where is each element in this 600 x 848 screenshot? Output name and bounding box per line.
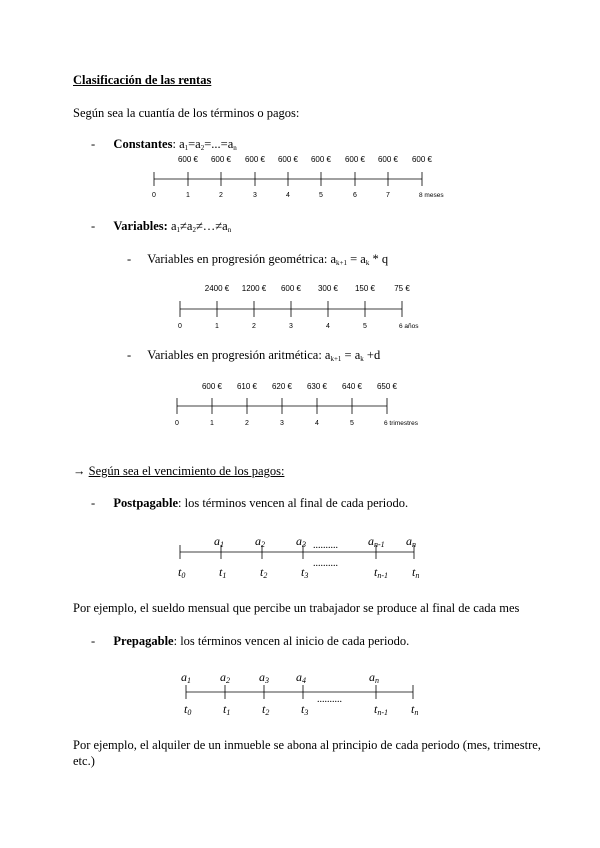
- constantes-label: Constantes: [113, 137, 173, 151]
- geometrica-item: - Variables en progresión geométrica: $a_{k+1} = a_k * q$: [127, 252, 389, 267]
- timeline-index-label: 7: [386, 192, 390, 199]
- timeline-amount-label: 630 €: [306, 382, 328, 391]
- timeline-index-label: 4: [326, 323, 330, 330]
- payment-label: a3: [259, 670, 269, 685]
- timeline-index-label: 3: [280, 420, 284, 427]
- timeline-amount-label: 150 €: [354, 284, 376, 293]
- timeline-amount-label: 600 €: [411, 155, 433, 164]
- timeline-amount-label: 600 €: [310, 155, 332, 164]
- timeline-index-label: 1: [215, 323, 219, 330]
- bullet-dash: -: [127, 252, 132, 266]
- time-label: tn: [411, 702, 419, 717]
- intro-text: Según sea la cuantía de los términos o pagos:: [73, 106, 300, 120]
- postpagable-label: Postpagable: [113, 496, 179, 510]
- timeline-amount-label: 600 €: [277, 155, 299, 164]
- payment-label: an-1: [368, 534, 385, 549]
- timeline-amount-label: 600 €: [344, 155, 366, 164]
- timeline-amount-label: 650 €: [376, 382, 398, 391]
- timeline-amount-label: 620 €: [271, 382, 293, 391]
- page-title: Clasificación de las rentas: [73, 73, 212, 87]
- payment-label: a1: [214, 534, 224, 549]
- timeline-amount-label: 600 €: [280, 284, 302, 293]
- time-label: tn: [412, 565, 420, 580]
- bullet-dash: -: [91, 137, 96, 151]
- timeline-index-label: 2: [219, 192, 223, 199]
- time-label: t1: [219, 565, 227, 580]
- geometrica-text: Variables en progresión geométrica: a: [147, 252, 337, 266]
- time-label: t3: [301, 565, 309, 580]
- timeline-amount-label: 600 €: [210, 155, 232, 164]
- payment-label: a2: [255, 534, 265, 549]
- time-label: t2: [260, 565, 268, 580]
- bullet-dash: -: [127, 348, 132, 362]
- timeline-amount-label: 600 €: [177, 155, 199, 164]
- timeline-index-label: 5: [363, 323, 367, 330]
- constantes-formula: : $a_1=a_2=...=a_n$: [172, 137, 237, 152]
- payment-label: an: [369, 670, 379, 685]
- timeline-amount-label: 600 €: [377, 155, 399, 164]
- aritmetica-item: - Variables en progresión aritmética: $a_{k+1} = a_k +d$: [127, 348, 381, 363]
- time-label: t0: [178, 565, 186, 580]
- ellipsis-dots: ..........: [313, 540, 338, 551]
- arrow-icon: →: [73, 464, 86, 478]
- time-label: tn-1: [374, 565, 389, 580]
- example-prepagable-line2: etc.): [73, 754, 95, 768]
- timeline-index-label: 3: [289, 323, 293, 330]
- time-label: tn-1: [374, 702, 389, 717]
- payment-label: an: [406, 534, 416, 549]
- ellipsis-dots: ..........: [317, 694, 342, 705]
- timeline-index-label: 8 meses: [419, 192, 444, 199]
- timeline-amount-label: 75 €: [394, 284, 410, 293]
- bullet-dash: -: [91, 634, 96, 648]
- timeline-amount-label: 600 €: [201, 382, 223, 391]
- timeline-index-label: 2: [245, 420, 249, 427]
- example-postpagable: Por ejemplo, el sueldo mensual que percibe un trabajador se produce al final de cada mes: [73, 601, 520, 615]
- postpagable-desc: : los términos vencen al final de cada periodo.: [178, 496, 409, 510]
- prepagable-desc: : los términos vencen al inicio de cada periodo.: [173, 634, 410, 648]
- bullet-dash: -: [91, 496, 96, 510]
- timeline-amount-label: 1200 €: [241, 284, 267, 293]
- payment-label: a1: [181, 670, 191, 685]
- timeline-amount-label: 2400 €: [204, 284, 230, 293]
- variables-formula: $a_1\ne a_2\ne\dots\ne a_n$: [167, 219, 232, 234]
- timeline-index-label: 0: [152, 192, 156, 199]
- example-prepagable-line1: Por ejemplo, el alquiler de un inmueble se abona al principio de cada periodo (mes, trimestre,: [73, 738, 541, 752]
- timeline-index-label: 6: [353, 192, 357, 199]
- time-label: t2: [262, 702, 270, 717]
- payment-label: a4: [296, 670, 306, 685]
- payment-label: a2: [220, 670, 230, 685]
- timeline-index-label: 4: [315, 420, 319, 427]
- aritmetica-text: Variables en progresión aritmética: a: [147, 348, 331, 362]
- timeline-index-label: 0: [175, 420, 179, 427]
- variables-label: Variables:: [113, 219, 168, 233]
- timeline-index-label: 2: [252, 323, 256, 330]
- timeline-amount-label: 600 €: [244, 155, 266, 164]
- ellipsis-dots: ..........: [313, 558, 338, 569]
- section2-title: Según sea el vencimiento de los pagos:: [88, 464, 285, 478]
- timeline-amount-label: 640 €: [341, 382, 363, 391]
- time-label: t0: [184, 702, 192, 717]
- timeline-index-label: 6 trimestres: [384, 420, 418, 427]
- timeline-amount-label: 610 €: [236, 382, 258, 391]
- timeline-index-label: 1: [210, 420, 214, 427]
- timeline-index-label: 0: [178, 323, 182, 330]
- time-label: t1: [223, 702, 231, 717]
- payment-label: a3: [296, 534, 306, 549]
- timeline-index-label: 5: [319, 192, 323, 199]
- timeline-amount-label: 300 €: [317, 284, 339, 293]
- prepagable-label: Prepagable: [113, 634, 174, 648]
- bullet-dash: -: [91, 219, 96, 233]
- time-label: t3: [301, 702, 309, 717]
- timeline-index-label: 1: [186, 192, 190, 199]
- timeline-index-label: 3: [253, 192, 257, 199]
- timeline-index-label: 4: [286, 192, 290, 199]
- timeline-index-label: 5: [350, 420, 354, 427]
- timeline-index-label: 6 años: [399, 323, 419, 330]
